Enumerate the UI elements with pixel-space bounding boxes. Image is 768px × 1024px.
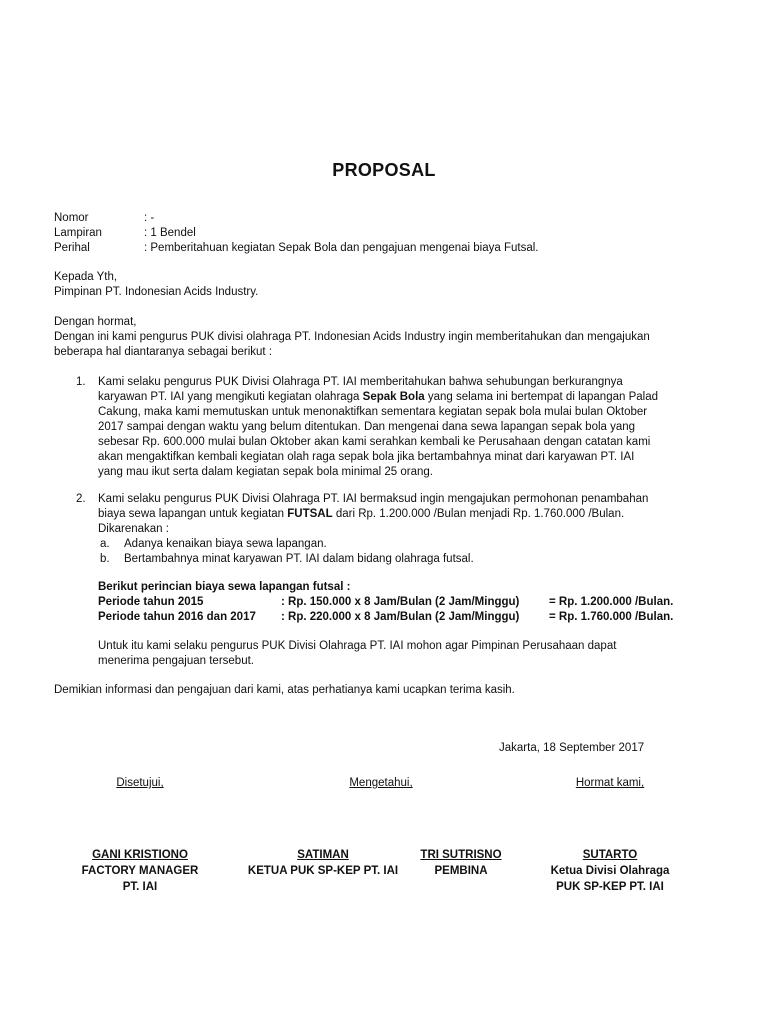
- reason-b-marker: b.: [100, 553, 110, 565]
- witness-1-name: SATIMAN: [297, 849, 349, 861]
- item-2-closing-line-2: menerima pengajuan tersebut.: [98, 655, 254, 667]
- meta-nomor: [54, 211, 154, 226]
- reason-a-marker: a.: [100, 538, 110, 550]
- item-1-line-1: Kami selaku pengurus PUK Divisi Olahraga PT. IAI memberitahukan bahwa sehubungan berkurangnya: [98, 376, 623, 388]
- item-2-closing-line-1: Untuk itu kami selaku pengurus PUK Divisi Olahraga PT. IAI mohon agar Pimpinan Perusahaan dapat: [98, 640, 617, 652]
- known-label: [329, 775, 433, 791]
- item-1-number: 1.: [76, 376, 86, 388]
- nomor-value: : -: [144, 212, 155, 224]
- reason-a-text: Adanya kenaikan biaya sewa lapangan.: [124, 538, 327, 550]
- recipient-line-2: Pimpinan PT. Indonesian Acids Industry.: [54, 286, 259, 298]
- signature-sender: [540, 847, 680, 895]
- item-1-line-2: [98, 390, 658, 405]
- meta-perihal: [54, 241, 538, 256]
- item-2-closing: [98, 639, 616, 669]
- item-2-line-2-a: biaya sewa lapangan untuk kegiatan: [98, 508, 288, 520]
- sepak-bola-bold: Sepak Bola: [362, 391, 425, 403]
- reason-b-text: Bertambahnya minat karyawan PT. IAI dalam bidang olahraga futsal.: [124, 553, 474, 565]
- witness-1-role: KETUA PUK SP-KEP PT. IAI: [247, 865, 399, 877]
- item-1-line-4: 2017 sampai dengan waktu yang belum ditentukan. Dan mengenai dana sewa lapangan sepak bola yang: [98, 421, 636, 433]
- cost-row-2-total: = Rp. 1.760.000 /Bulan.: [549, 611, 674, 623]
- item-1-body: [98, 375, 658, 480]
- meta-lampiran: [54, 226, 196, 241]
- known-label-text: Mengetahui,: [349, 777, 413, 789]
- nomor-label: Nomor: [54, 212, 89, 224]
- approver-role-2: PT. IAI: [122, 881, 158, 893]
- opening-block: [54, 315, 650, 360]
- opening-line-1: Dengan ini kami pengurus PUK divisi olahraga PT. Indonesian Acids Industry ingin memberitahukan dan mengajukan: [54, 331, 650, 343]
- witness-2-role: PEMBINA: [434, 865, 488, 877]
- item-1-line-2-c: yang selama ini bertempat di lapangan Palad: [424, 391, 659, 403]
- lampiran-value: : 1 Bendel: [144, 227, 196, 239]
- regards-label: [558, 775, 662, 791]
- cost-row-1-total: = Rp. 1.200.000 /Bulan.: [549, 596, 674, 608]
- sender-role-1: Ketua Divisi Olahraga: [550, 865, 670, 877]
- cost-row-2-calc: : Rp. 220.000 x 8 Jam/Bulan (2 Jam/Minggu): [281, 611, 520, 623]
- document-title: PROPOSAL: [332, 160, 436, 180]
- regards-label-text: Hormat kami,: [575, 777, 645, 789]
- signature-witness-2: [413, 847, 509, 879]
- futsal-bold: FUTSAL: [287, 508, 333, 520]
- item-1-line-6: akan mengaktifkan kembali kegiatan olah raga sepak bola jika bertambahnya minat dari karyawan PT. IAI: [98, 451, 635, 463]
- greeting: Dengan hormat,: [54, 316, 137, 328]
- cost-intro: Berikut perincian biaya sewa lapangan futsal :: [98, 581, 351, 593]
- recipient-line-1: Kepada Yth,: [54, 271, 118, 283]
- item-1-line-7: yang mau ikut serta dalam kegiatan sepak bola minimal 25 orang.: [98, 466, 433, 478]
- signature-witness-1: [243, 847, 403, 879]
- item-1-line-5: sebesar Rp. 600.000 mulai bulan Oktober akan kami serahkan kembali ke Perusahaan dengan catatan kami: [98, 436, 651, 448]
- item-2-line-2-c: dari Rp. 1.200.000 /Bulan menjadi Rp. 1.760.000 /Bulan.: [332, 508, 625, 520]
- place-date: Jakarta, 18 September 2017: [499, 742, 645, 754]
- witness-2-name: TRI SUTRISNO: [420, 849, 502, 861]
- item-1-line-2-a: karyawan PT. IAI yang mengikuti kegiatan olahraga: [98, 391, 363, 403]
- perihal-value: : Pemberitahuan kegiatan Sepak Bola dan pengajuan mengenai biaya Futsal.: [144, 242, 539, 254]
- approved-label-text: Disetujui,: [116, 777, 164, 789]
- item-1-line-3: Cakung, maka kami memutuskan untuk menonaktifkan sementara kegiatan sepak bola mulai bulan Oktober: [98, 406, 648, 418]
- lampiran-label: Lampiran: [54, 227, 102, 239]
- item-2-line-2: [98, 507, 648, 522]
- cost-row-1-calc: : Rp. 150.000 x 8 Jam/Bulan (2 Jam/Minggu): [281, 596, 520, 608]
- perihal-label: Perihal: [54, 242, 90, 254]
- cost-row-1-period: Periode tahun 2015: [98, 596, 204, 608]
- signature-approver: [70, 847, 210, 895]
- cost-row-2-period: Periode tahun 2016 dan 2017: [98, 611, 256, 623]
- item-2-body: [98, 492, 648, 537]
- sender-name: SUTARTO: [582, 849, 638, 861]
- approved-label: [88, 775, 192, 791]
- recipient-block: [54, 270, 258, 300]
- sender-role-2: PUK SP-KEP PT. IAI: [556, 881, 664, 893]
- item-2-line-1: Kami selaku pengurus PUK Divisi Olahraga PT. IAI bermaksud ingin mengajukan permohonan penambahan: [98, 493, 649, 505]
- closing-statement: Demikian informasi dan pengajuan dari kami, atas perhatianya kami ucapkan terima kasih.: [54, 684, 515, 696]
- approver-name: GANI KRISTIONO: [92, 849, 188, 861]
- item-2-number: 2.: [76, 493, 86, 505]
- approver-role-1: FACTORY MANAGER: [81, 865, 199, 877]
- reason-intro: Dikarenakan :: [98, 523, 169, 535]
- opening-line-2: beberapa hal diantaranya sebagai berikut :: [54, 346, 273, 358]
